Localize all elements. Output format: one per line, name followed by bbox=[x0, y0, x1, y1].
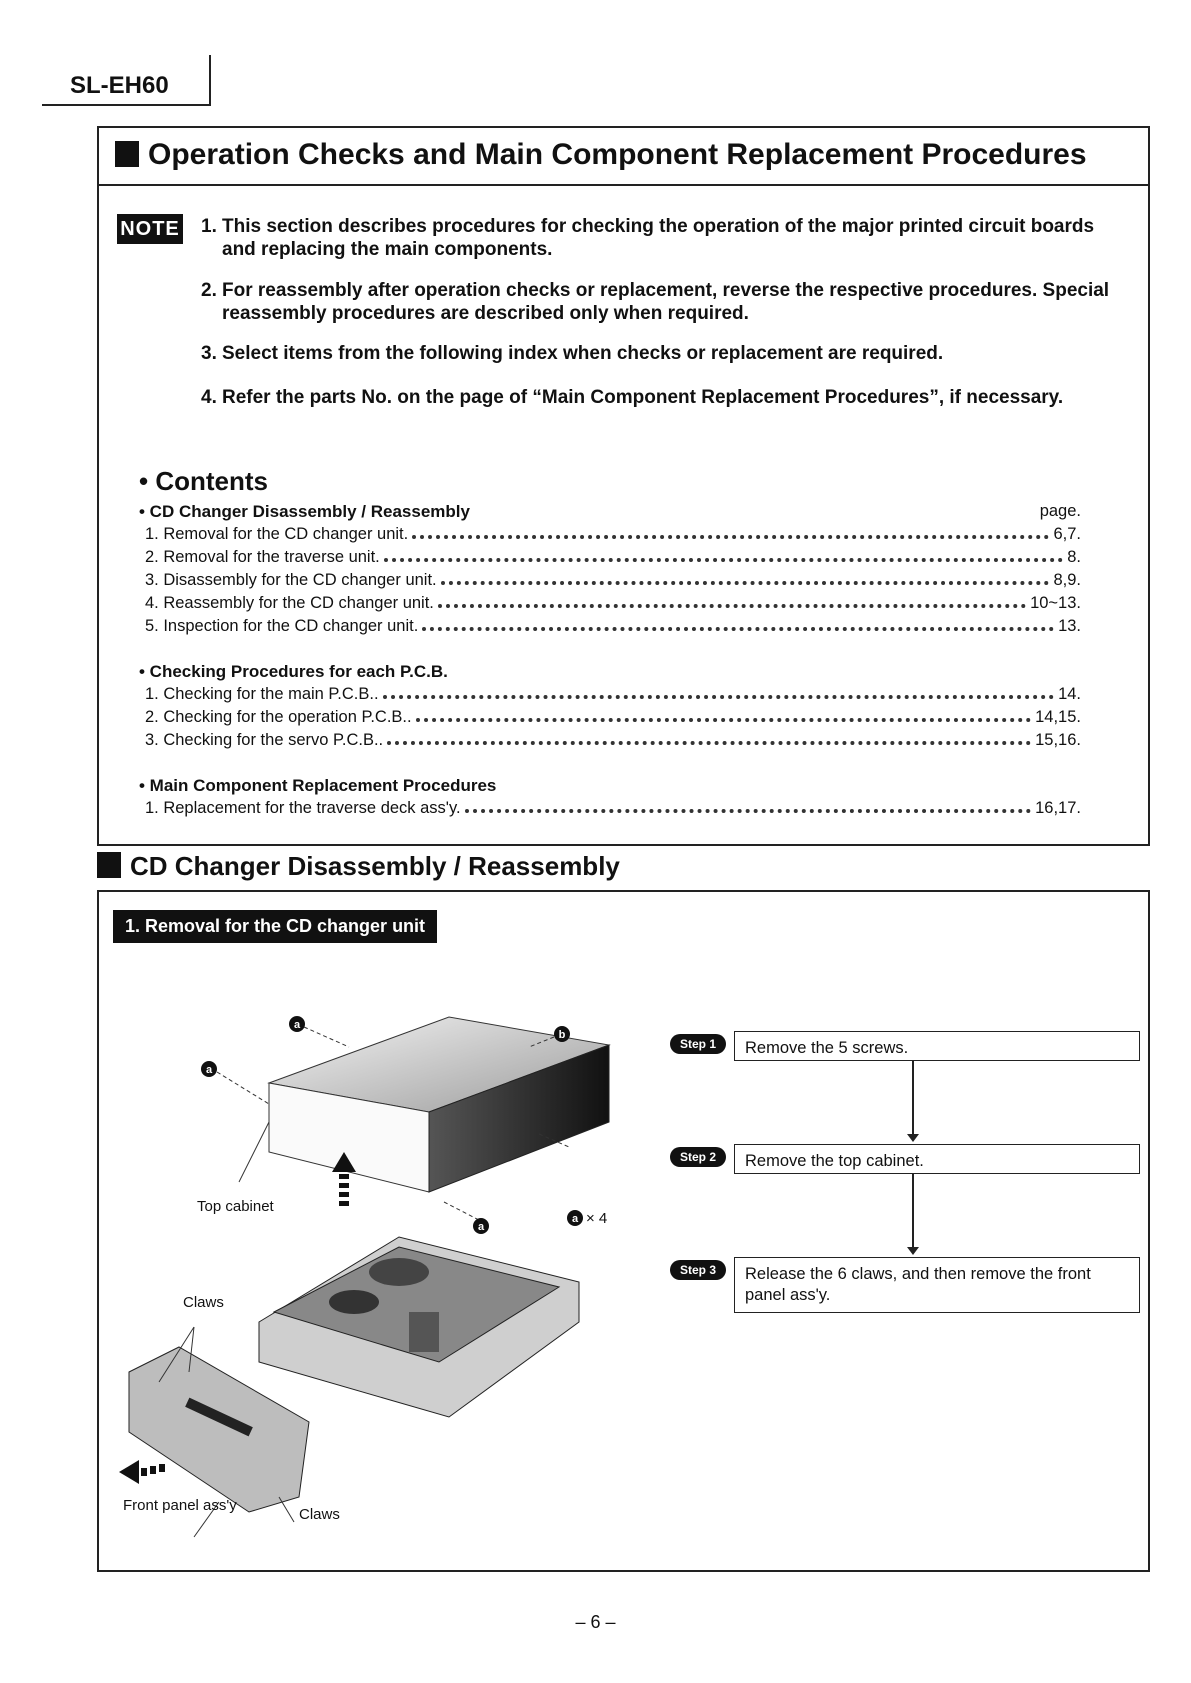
note-text: For reassembly after operation checks or replacement, reverse the respective procedures. Special reassembly procedures are described only when required. bbox=[222, 280, 1110, 324]
note-text: This section describes procedures for checking the operation of the major printed circuit boards and replacing the main components. bbox=[222, 216, 1095, 260]
note-item: 4. Refer the parts No. on the page of “Main Component Replacement Procedures”, if necessary. bbox=[201, 386, 1121, 410]
screw-label: a bbox=[293, 1019, 301, 1031]
note-text: Select items from the following index when checks or replacement are required. bbox=[222, 343, 944, 364]
note-item: 1. This section describes procedures for checking the operation of the major printed circuit boards and replacing the main components. bbox=[201, 215, 1121, 263]
toc-entry[interactable]: 3. Checking for the servo P.C.B.. 15,16. bbox=[145, 731, 1081, 749]
toc-entry[interactable]: 1. Removal for the CD changer unit. 6,7. bbox=[145, 525, 1081, 543]
operation-checks-section bbox=[97, 126, 1150, 846]
front-panel-drawing bbox=[129, 1347, 309, 1512]
bullet-square-icon bbox=[115, 141, 139, 167]
front-panel-label: Front panel ass'y bbox=[123, 1497, 237, 1514]
toc-group-heading: • CD Changer Disassembly / Reassembly bbox=[139, 502, 470, 521]
toc-entry[interactable]: 2. Checking for the operation P.C.B.. 14,15. bbox=[145, 708, 1081, 726]
arrow-down-icon bbox=[907, 1134, 919, 1142]
screw-count-label: × 4 bbox=[586, 1210, 608, 1227]
top-cabinet-drawing bbox=[269, 1017, 609, 1192]
header-rule bbox=[42, 104, 210, 106]
header-rule-vertical bbox=[209, 55, 211, 106]
model-number: SL-EH60 bbox=[70, 72, 169, 99]
note-badge: NOTE bbox=[117, 214, 183, 244]
toc-entry[interactable]: 1. Checking for the main P.C.B.. 14. bbox=[145, 685, 1081, 703]
toc-entry[interactable]: 1. Replacement for the traverse deck ass'y. 16,17. bbox=[145, 799, 1081, 817]
screw-label: a bbox=[571, 1213, 579, 1225]
step-badge: Step 3 bbox=[670, 1260, 726, 1280]
pull-arrow-icon bbox=[119, 1460, 165, 1484]
claws-label: Claws bbox=[183, 1294, 224, 1311]
step-badge: Step 2 bbox=[670, 1147, 726, 1167]
cd-section-title: CD Changer Disassembly / Reassembly bbox=[97, 851, 620, 882]
screw-label: b bbox=[558, 1029, 566, 1041]
contents-title: • Contents bbox=[139, 466, 268, 496]
step-instruction: Remove the 5 screws. bbox=[734, 1031, 1140, 1061]
flow-connector bbox=[912, 1061, 914, 1139]
screw-label: a bbox=[205, 1064, 213, 1076]
page-column-header: page. bbox=[1039, 502, 1081, 520]
claws-label: Claws bbox=[299, 1506, 340, 1523]
step-badge: Step 1 bbox=[670, 1034, 726, 1054]
step-instruction: Remove the top cabinet. bbox=[734, 1144, 1140, 1174]
arrow-down-icon bbox=[907, 1247, 919, 1255]
section-title: Operation Checks and Main Component Replacement Procedures bbox=[115, 138, 1087, 172]
page-number: – 6 – bbox=[575, 1612, 616, 1632]
top-cabinet-label: Top cabinet bbox=[197, 1198, 274, 1215]
procedure-tab: 1. Removal for the CD changer unit bbox=[113, 910, 437, 943]
note-item: 3. Select items from the following index when checks or replacement are required. bbox=[201, 342, 1121, 366]
toc-entry[interactable]: 4. Reassembly for the CD changer unit. 10~13. bbox=[145, 594, 1081, 612]
section-header bbox=[99, 128, 1148, 186]
cd-removal-section bbox=[97, 890, 1150, 1572]
chassis-drawing bbox=[259, 1237, 579, 1417]
note-text: Refer the parts No. on the page of “Main Component Replacement Procedures”, if necessary. bbox=[222, 387, 1064, 408]
exploded-view-figure bbox=[99, 992, 699, 1562]
flow-connector bbox=[912, 1174, 914, 1252]
screw-label: a bbox=[477, 1221, 485, 1233]
note-item: 2. For reassembly after operation checks or replacement, reverse the respective procedures. Special reassembly procedures are described only when required. bbox=[201, 279, 1121, 327]
toc-entry[interactable]: 2. Removal for the traverse unit. 8. bbox=[145, 548, 1081, 566]
step-instruction: Release the 6 claws, and then remove the front panel ass'y. bbox=[734, 1257, 1140, 1313]
toc-entry[interactable]: 5. Inspection for the CD changer unit. 13. bbox=[145, 617, 1081, 635]
toc-entry[interactable]: 3. Disassembly for the CD changer unit. 8,9. bbox=[145, 571, 1081, 589]
bullet-square-icon bbox=[97, 852, 121, 878]
toc-group-heading: • Main Component Replacement Procedures bbox=[139, 776, 497, 795]
toc-group-heading: • Checking Procedures for each P.C.B. bbox=[139, 662, 448, 681]
